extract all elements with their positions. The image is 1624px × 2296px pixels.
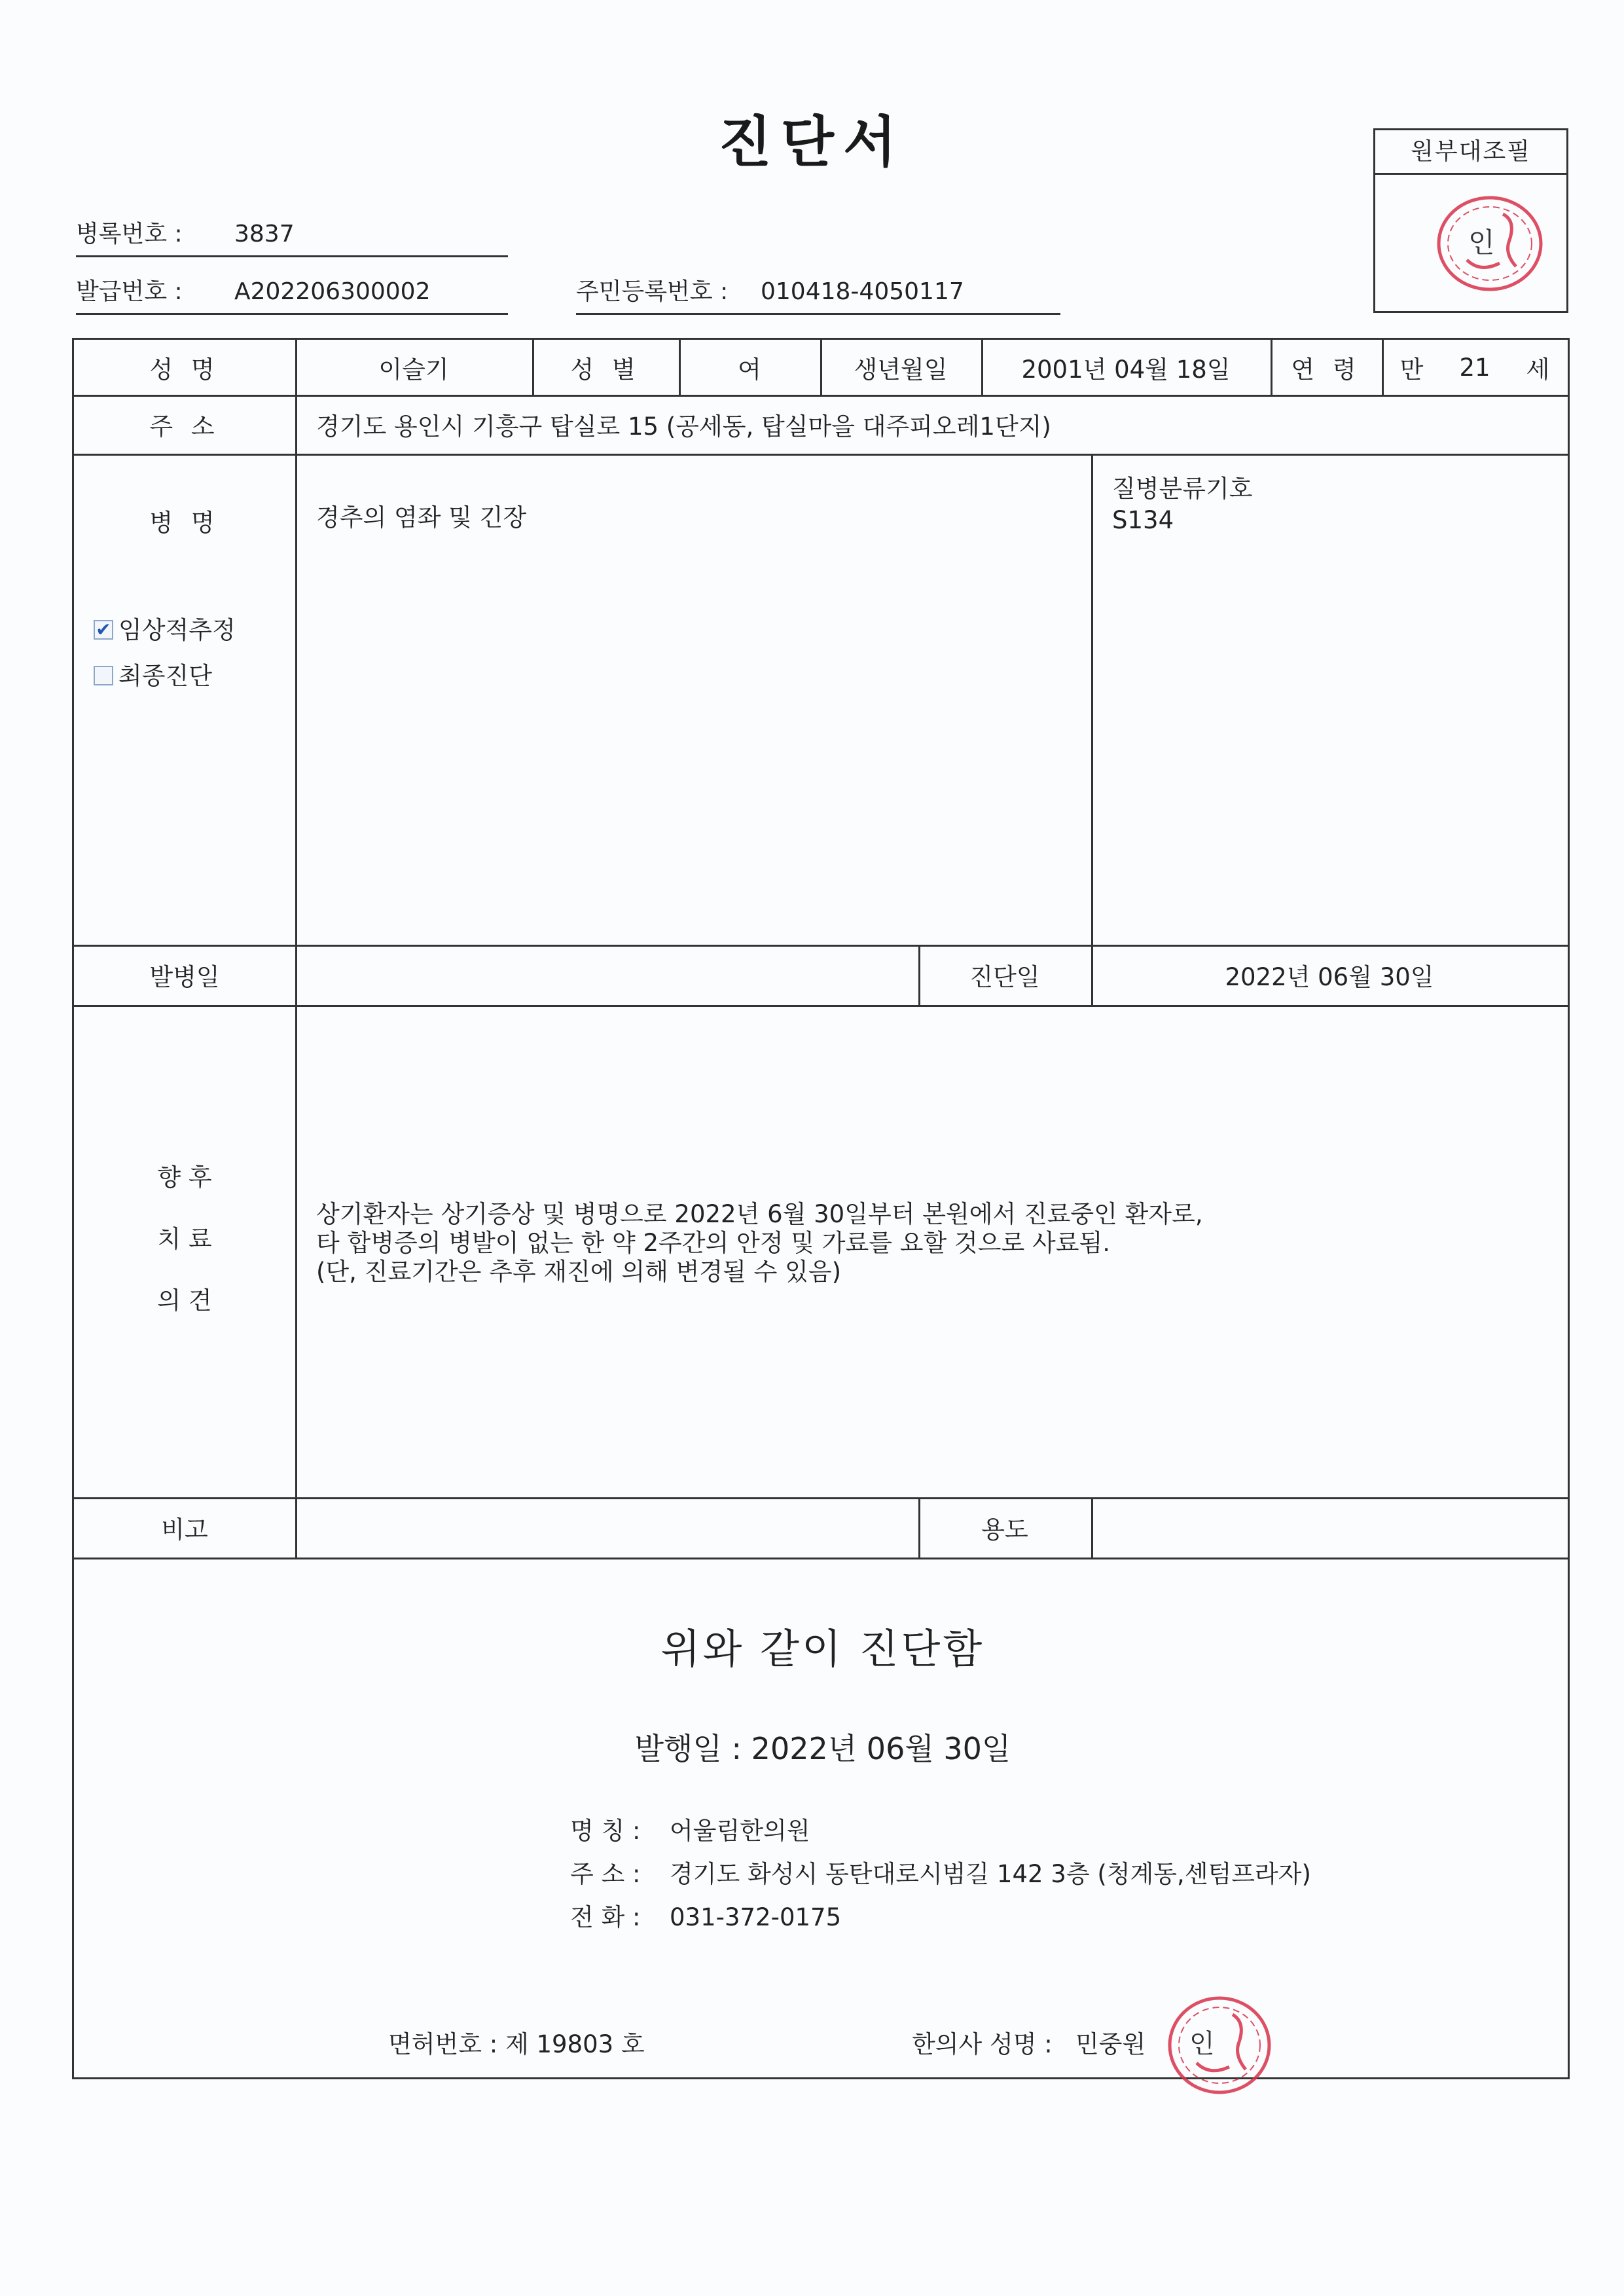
doctor-name: 민중원 xyxy=(1075,2030,1146,2058)
age-label: 연 령 xyxy=(1291,355,1362,384)
option-final-diagnosis-label: 최종진단 xyxy=(118,662,212,690)
doctor-seal-label: 인 xyxy=(1189,2029,1215,2059)
age-value: 21 xyxy=(1459,353,1490,382)
option-clinical-estimate[interactable] xyxy=(94,616,236,645)
document-title: 진단서 xyxy=(718,110,906,174)
clinic-phone-label: 전 화 : xyxy=(570,1903,641,1931)
verification-stamp-box xyxy=(1373,128,1568,313)
sex-value: 여 xyxy=(738,355,761,384)
clinic-name-value: 어울림한의원 xyxy=(670,1817,810,1845)
record-number-label: 병록번호 : xyxy=(76,221,183,247)
name-label: 성 명 xyxy=(149,355,220,384)
issue-date: 발행일 : 2022년 06월 30일 xyxy=(634,1731,1011,1766)
clinic-address-value: 경기도 화성시 동탄대로시범길 142 3층 (청계동,센텀프라자) xyxy=(670,1860,1311,1888)
issue-number-label: 발급번호 : xyxy=(76,278,183,305)
address-label: 주 소 xyxy=(149,412,220,441)
diagnosis-label: 병 명 xyxy=(149,509,220,537)
disease-code-value: S134 xyxy=(1112,506,1174,534)
checkbox-empty-icon[interactable] xyxy=(94,666,113,685)
onset-date-value xyxy=(295,945,918,1005)
verification-stamp-header: 원부대조필 xyxy=(1375,130,1566,175)
opinion-line-3: (단, 진료기간은 추후 재진에 의해 변경될 수 있음) xyxy=(316,1258,842,1286)
opinion-line-2: 타 합병증의 병발이 없는 한 약 2주간의 안정 및 가료를 요할 것으로 사료됨. xyxy=(316,1229,1110,1257)
disease-code-label: 질병분류기호 xyxy=(1112,475,1253,503)
onset-date-label: 발병일 xyxy=(149,963,220,991)
opinion-line-1: 상기환자는 상기증상 및 병명으로 2022년 6월 30일부터 본원에서 진료중인 환자로, xyxy=(316,1200,1203,1228)
dob-label: 생년월일 xyxy=(854,355,948,384)
red-seal-icon xyxy=(1428,188,1552,299)
clinic-phone-value: 031-372-0175 xyxy=(670,1903,842,1931)
clinic-address-label: 주 소 : xyxy=(570,1860,641,1888)
opinion-label-1: 향 후 xyxy=(157,1163,212,1192)
resident-number-value: 010418-4050117 xyxy=(761,278,964,305)
issue-number-row xyxy=(76,278,508,314)
option-final-diagnosis[interactable] xyxy=(94,662,212,691)
dob-value: 2001년 04월 18일 xyxy=(1021,355,1231,384)
resident-number-row xyxy=(576,278,1060,314)
remarks-value xyxy=(295,1497,918,1558)
diagnosis-date-value: 2022년 06월 30일 xyxy=(1225,963,1434,991)
diagnosis-date-label: 진단일 xyxy=(969,963,1040,991)
resident-number-label: 주민등록번호 : xyxy=(576,278,729,305)
record-number-value: 3837 xyxy=(234,221,295,247)
age-prefix: 만 xyxy=(1399,355,1424,384)
option-clinical-estimate-label: 임상적추정 xyxy=(118,616,236,644)
clinic-name-label: 명 칭 : xyxy=(570,1817,641,1845)
opinion-label-3: 의 견 xyxy=(157,1286,212,1315)
doctor-label: 한의사 성명 : xyxy=(912,2030,1053,2058)
purpose-value xyxy=(1091,1497,1568,1558)
stamp-seal-label: 인 xyxy=(1468,227,1495,259)
checkbox-checked-icon[interactable]: ✔ xyxy=(94,620,113,640)
record-number-row xyxy=(76,220,508,257)
address-value: 경기도 용인시 기흥구 탑실로 15 (공세동, 탑실마을 대주피오레1단지) xyxy=(316,412,1051,441)
sex-label: 성 별 xyxy=(570,355,641,384)
diagnosis-value: 경추의 염좌 및 긴장 xyxy=(316,503,527,532)
issue-number-value: A202206300002 xyxy=(234,278,431,305)
age-suffix: 세 xyxy=(1526,355,1550,384)
purpose-label: 용도 xyxy=(981,1516,1028,1544)
opinion-label-2: 치 료 xyxy=(157,1225,212,1253)
statement: 위와 같이 진단함 xyxy=(660,1625,985,1673)
license-number: 면허번호 : 제 19803 호 xyxy=(388,2030,645,2058)
doctor-seal-icon xyxy=(1161,1990,1278,2101)
name-value: 이슬기 xyxy=(378,355,449,384)
age-value-cell xyxy=(1382,340,1568,395)
remarks-label: 비고 xyxy=(161,1516,208,1544)
certificate-table xyxy=(72,338,1570,2079)
